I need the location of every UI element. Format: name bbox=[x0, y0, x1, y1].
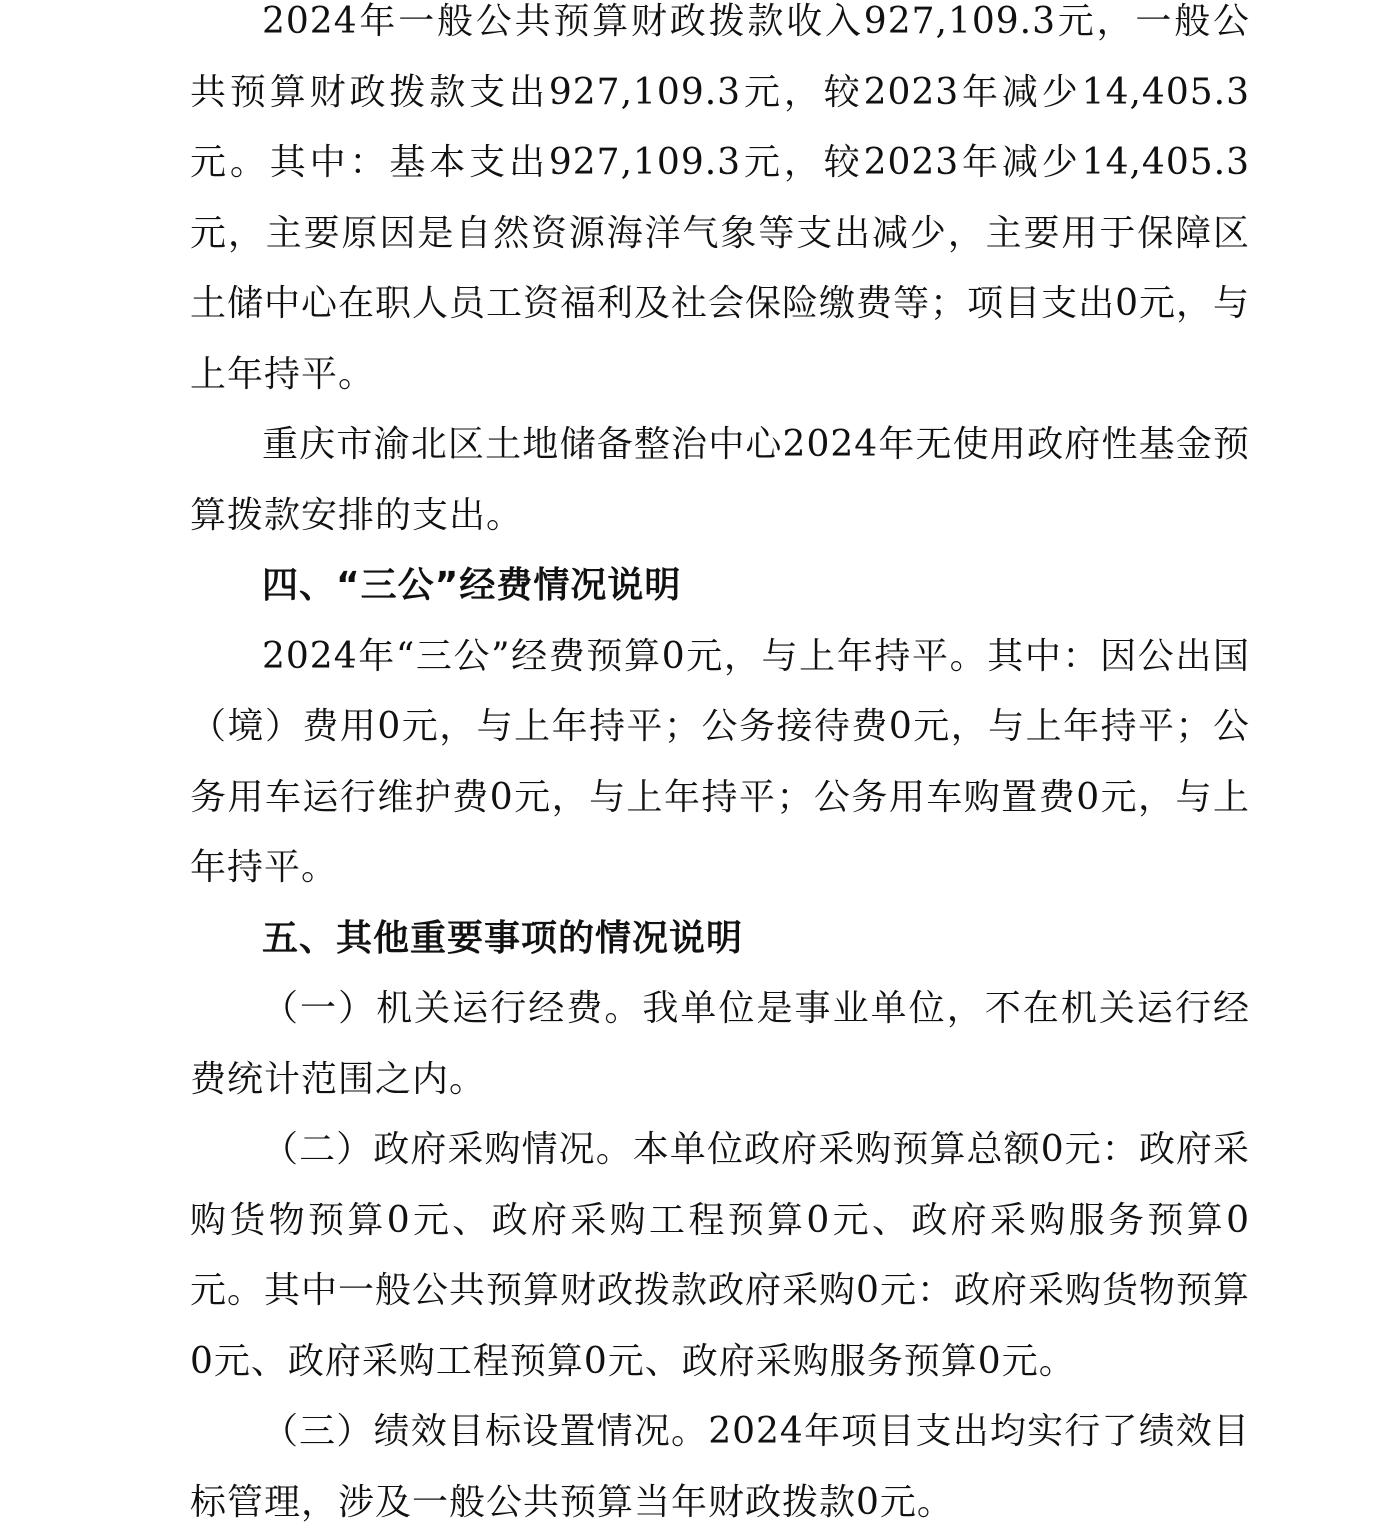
paragraph-government-fund: 重庆市渝北区土地储备整治中心2024年无使用政府性基金预算拨款安排的支出。 bbox=[190, 424, 1250, 536]
section-heading-three-public: 四、“三公”经费情况说明 bbox=[262, 565, 682, 606]
document-page bbox=[190, 0, 1250, 1538]
paragraph-performance-targets: （三）绩效目标设置情况。2024年项目支出均实行了绩效目标管理，涉及一般公共预算当年财政拨款0元。 bbox=[190, 1411, 1250, 1523]
paragraph-budget-expenditure: 2024年一般公共预算财政拨款收入927,109.3元，一般公共预算财政拨款支出927,109.3元，较2023年减少14,405.3元。其中：基本支出927,109.3元，较2023年减少14,405.3元，主要原因是自然资源海洋气象等支出减少，主要用于保障区土储中心在职人员工资福利及社会保险缴费等；项目支出0元，与上年持平。 bbox=[190, 1, 1250, 395]
paragraph-three-public-funds: 2024年“三公”经费预算0元，与上年持平。其中：因公出国（境）费用0元，与上年持平；公务接待费0元，与上年持平；公务用车运行维护费0元，与上年持平；公务用车购置费0元，与上年持平。 bbox=[190, 635, 1250, 888]
paragraph-operating-funds: （一）机关运行经费。我单位是事业单位，不在机关运行经费统计范围之内。 bbox=[190, 988, 1250, 1100]
paragraph-procurement: （二）政府采购情况。本单位政府采购预算总额0元：政府采购货物预算0元、政府采购工程预算0元、政府采购服务预算0元。其中一般公共预算财政拨款政府采购0元：政府采购货物预算0元、政府采购工程预算0元、政府采购服务预算0元。 bbox=[190, 1129, 1250, 1382]
section-heading-other-matters: 五、其他重要事项的情况说明 bbox=[262, 917, 744, 959]
